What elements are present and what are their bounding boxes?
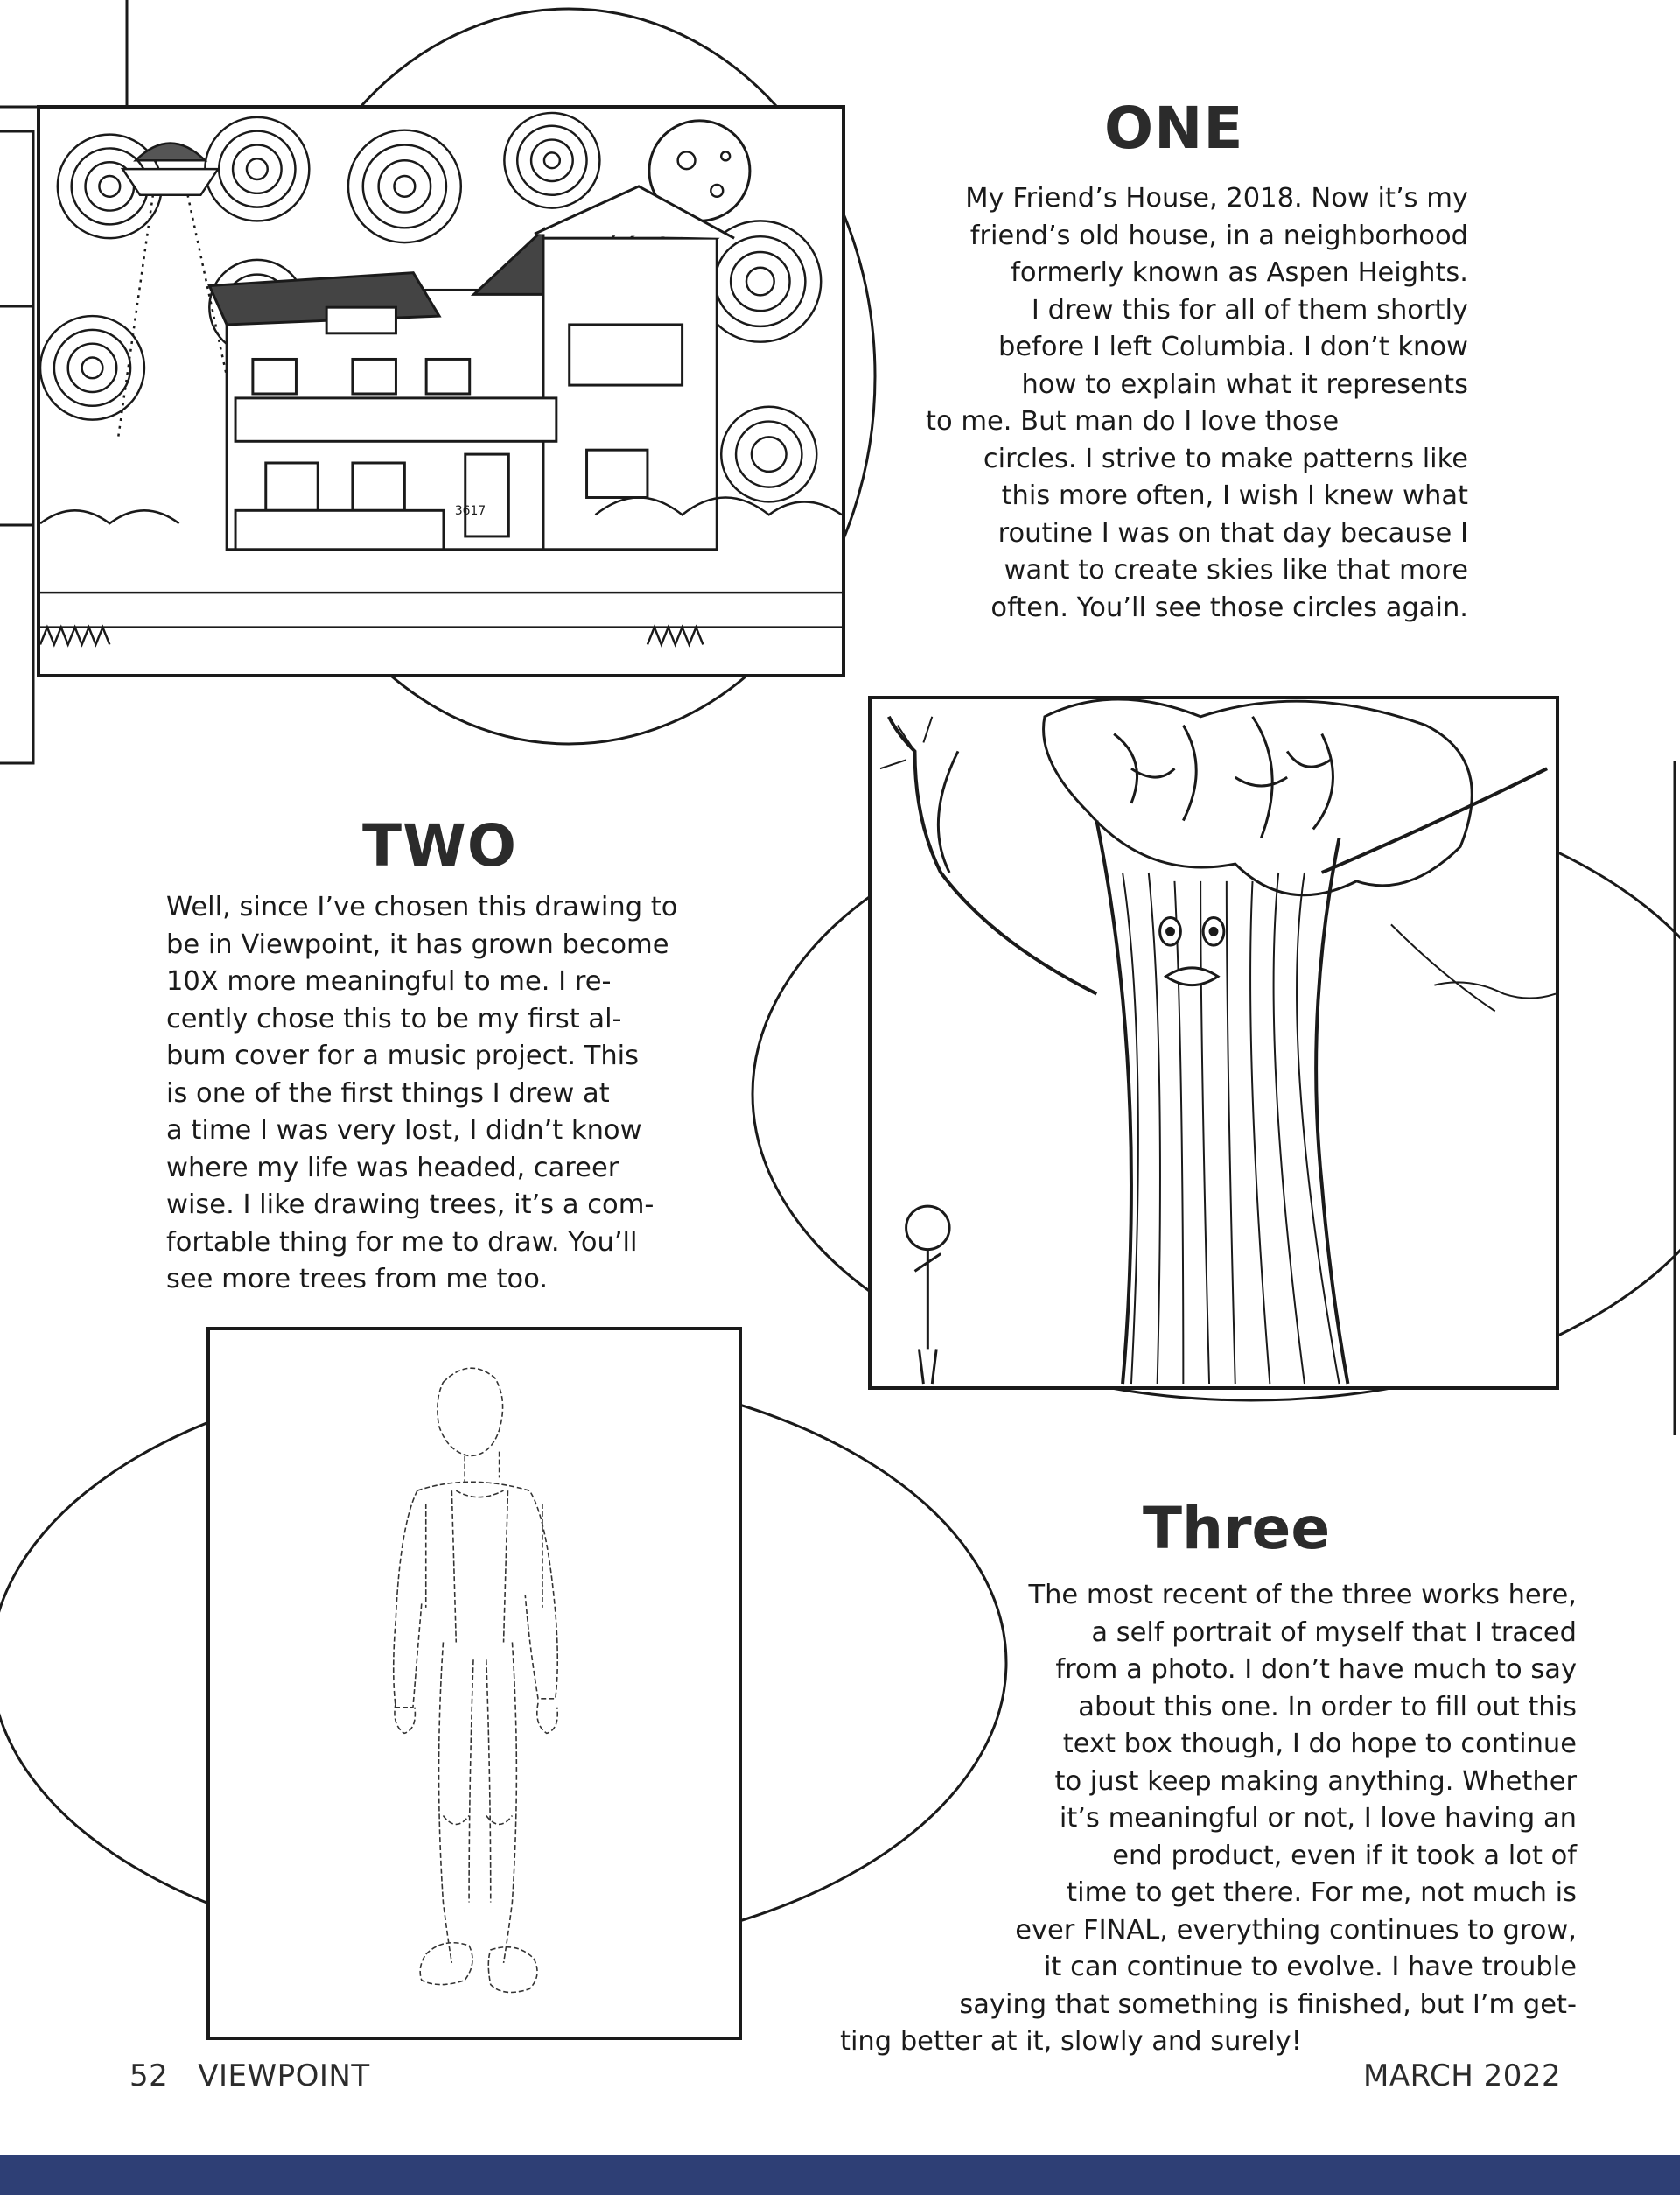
- tree-drawing: [868, 696, 1559, 1390]
- text-two-line: see more trees from me too.: [166, 1264, 549, 1294]
- publication-name: VIEWPOINT: [198, 2058, 370, 2093]
- text-three-line: it can continue to evolve. I have trouble: [1043, 1952, 1577, 1982]
- text-three-line: text box though, I do hope to continue: [1062, 1729, 1577, 1759]
- heading-one: ONE: [1104, 95, 1244, 162]
- portrait-drawing: [206, 1327, 742, 2040]
- text-three-line: The most recent of the three works here,: [1028, 1580, 1577, 1610]
- text-one-line: circles. I strive to make patterns like: [983, 443, 1468, 474]
- text-two: [166, 889, 744, 1299]
- text-two-line: is one of the first things I drew at: [166, 1077, 610, 1109]
- text-one-line: formerly known as Aspen Heights.: [1011, 257, 1468, 288]
- text-three-line: end product, even if it took a lot of: [1112, 1840, 1577, 1871]
- text-three: [840, 1577, 1577, 2061]
- text-two-line: 10X more meaningful to me. I re-: [166, 966, 612, 997]
- text-three-line: time to get there. For me, not much is: [1067, 1877, 1577, 1908]
- footer-left: [130, 2058, 370, 2093]
- text-three-line: a self portrait of myself that I traced: [1091, 1616, 1577, 1648]
- heading-three: Three: [1143, 1495, 1331, 1562]
- text-one-line: routine I was on that day because I: [998, 517, 1468, 549]
- house-drawing: [37, 105, 845, 677]
- text-two-line: fortable thing for me to draw. You’ll: [166, 1226, 638, 1258]
- issue-date: MARCH 2022: [1363, 2058, 1562, 2093]
- text-three-line: ting better at it, slowly and surely!: [840, 2026, 1302, 2057]
- text-one-line: often. You’ll see those circles again.: [990, 592, 1468, 623]
- text-one: [870, 180, 1468, 627]
- text-three-line: it’s meaningful or not, I love having an: [1059, 1803, 1577, 1834]
- text-three-line: saying that something is finished, but I’m get-: [959, 1988, 1577, 2020]
- text-one-line: want to create skies like that more: [1004, 555, 1468, 586]
- text-one-line: how to explain what it represents: [1021, 368, 1468, 400]
- corner-box-left: [0, 131, 33, 763]
- text-three-line: to just keep making anything. Whether: [1054, 1765, 1577, 1797]
- text-one-line: My Friend’s House, 2018. Now it’s my: [965, 183, 1468, 214]
- text-one-line: to me. But man do I love those: [926, 406, 1340, 437]
- text-two-line: a time I was very lost, I didn’t know: [166, 1115, 642, 1146]
- corner-box-top: [0, 0, 127, 107]
- text-two-line: bum cover for a music project. This: [166, 1041, 640, 1071]
- text-one-line: friend’s old house, in a neighborhood: [970, 220, 1468, 251]
- text-one-line: this more often, I wish I knew what: [1001, 480, 1468, 511]
- text-three-line: about this one. In order to fill out this: [1078, 1691, 1577, 1722]
- bottom-color-bar: [0, 2155, 1680, 2195]
- heading-two: TWO: [362, 812, 517, 880]
- page-number: 52: [130, 2058, 169, 2093]
- text-two-line: where my life was headed, career: [166, 1152, 620, 1183]
- text-one-line: before I left Columbia. I don’t know: [998, 332, 1468, 362]
- text-one-line: I drew this for all of them shortly: [1031, 294, 1468, 326]
- text-three-line: from a photo. I don’t have much to say: [1055, 1654, 1577, 1685]
- house-number: 3617: [454, 504, 486, 519]
- house: [209, 186, 734, 550]
- text-two-line: wise. I like drawing trees, it’s a com-: [166, 1189, 654, 1220]
- text-three-line: ever FINAL, everything continues to grow,: [1015, 1914, 1577, 1946]
- text-two-line: cently chose this to be my first al-: [166, 1003, 622, 1034]
- text-two-line: be in Viewpoint, it has grown become: [166, 929, 669, 960]
- text-two-line: Well, since I’ve chosen this drawing to: [166, 892, 678, 922]
